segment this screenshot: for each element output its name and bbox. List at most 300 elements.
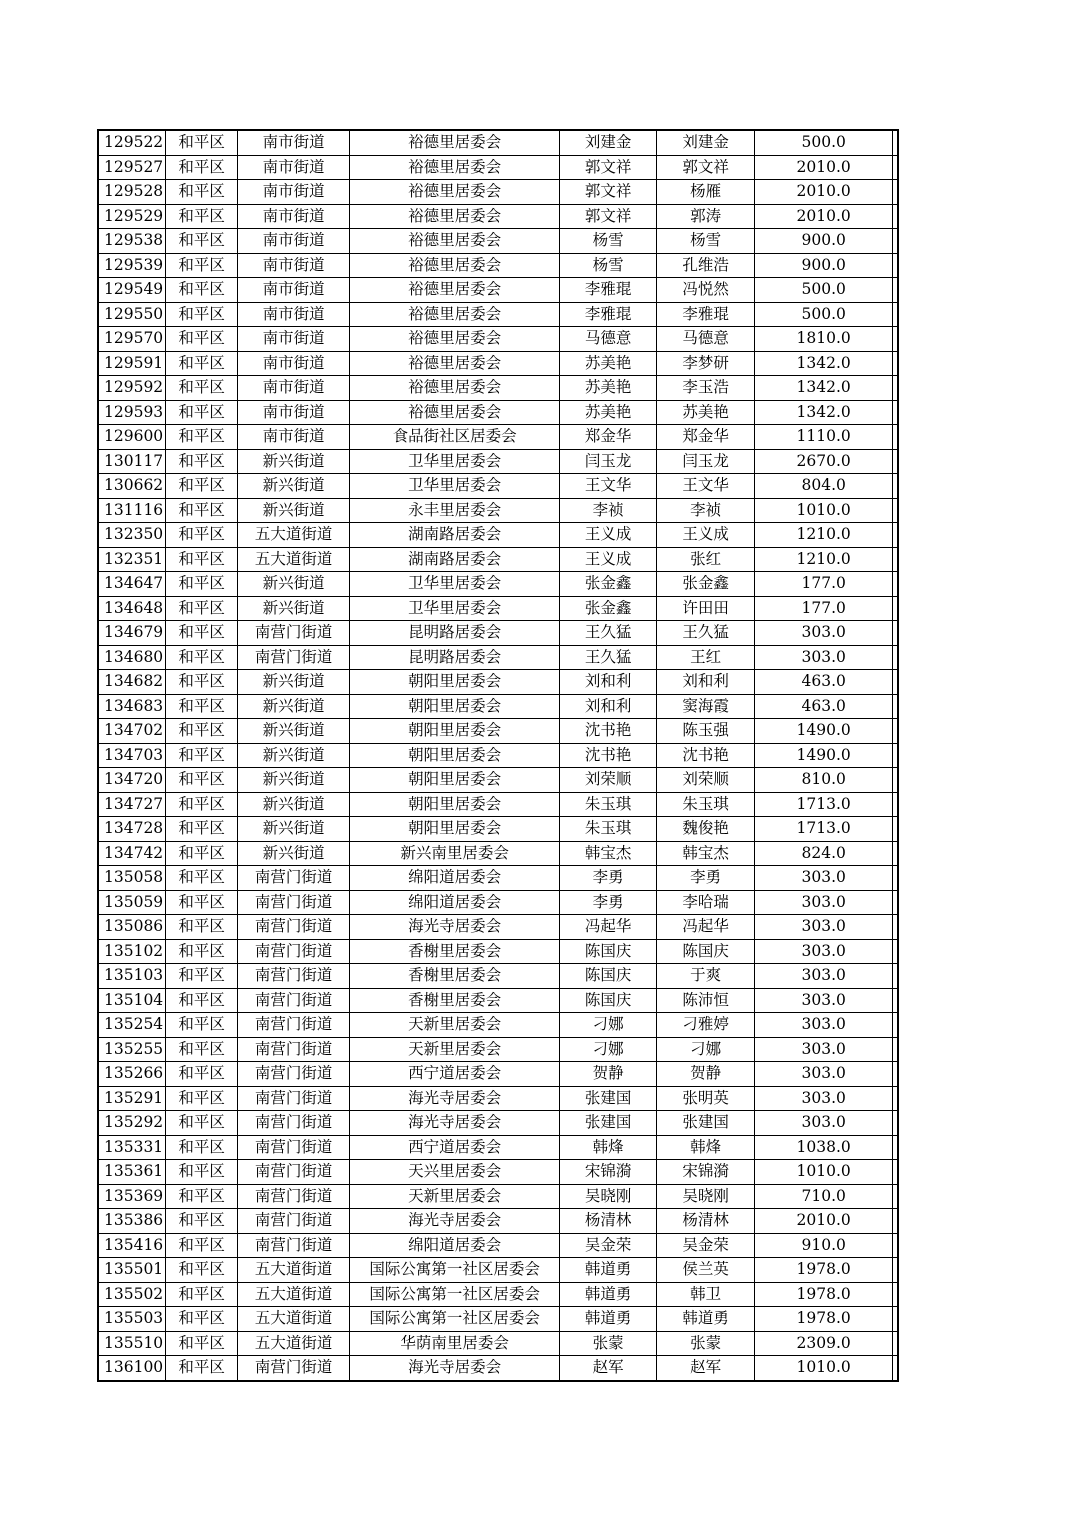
table-row xyxy=(98,988,898,1013)
table-row xyxy=(98,523,898,548)
street-cell: 南营门街道 xyxy=(238,1356,350,1381)
committee-cell: 湖南路居委会 xyxy=(350,523,560,548)
member-cell: 韩卫 xyxy=(657,1282,755,1307)
member-cell: 杨雁 xyxy=(657,180,755,205)
record-id-cell: 129527 xyxy=(98,155,166,180)
trailing-cell xyxy=(893,768,899,793)
street-cell: 南营门街道 xyxy=(238,915,350,940)
amount-cell: 177.0 xyxy=(755,596,893,621)
street-cell: 五大道街道 xyxy=(238,1282,350,1307)
district-cell: 和平区 xyxy=(166,621,238,646)
street-cell: 南营门街道 xyxy=(238,866,350,891)
member-cell: 马德意 xyxy=(657,327,755,352)
table-row xyxy=(98,425,898,450)
member-cell: 李梦研 xyxy=(657,351,755,376)
committee-cell: 新兴南里居委会 xyxy=(350,841,560,866)
householder-cell: 王久猛 xyxy=(560,645,657,670)
householder-cell: 王久猛 xyxy=(560,621,657,646)
committee-cell: 香榭里居委会 xyxy=(350,988,560,1013)
district-cell: 和平区 xyxy=(166,792,238,817)
record-id-cell: 135331 xyxy=(98,1135,166,1160)
record-id-cell: 130117 xyxy=(98,449,166,474)
trailing-cell xyxy=(893,1356,899,1381)
member-cell: 许田田 xyxy=(657,596,755,621)
amount-cell: 1210.0 xyxy=(755,547,893,572)
householder-cell: 冯起华 xyxy=(560,915,657,940)
amount-cell: 177.0 xyxy=(755,572,893,597)
district-cell: 和平区 xyxy=(166,694,238,719)
table-row xyxy=(98,1307,898,1332)
trailing-cell xyxy=(893,915,899,940)
committee-cell: 海光寺居委会 xyxy=(350,1209,560,1234)
table-row xyxy=(98,155,898,180)
record-id-cell: 129592 xyxy=(98,376,166,401)
amount-cell: 1978.0 xyxy=(755,1282,893,1307)
district-cell: 和平区 xyxy=(166,645,238,670)
member-cell: 韩道勇 xyxy=(657,1307,755,1332)
street-cell: 南市街道 xyxy=(238,253,350,278)
street-cell: 五大道街道 xyxy=(238,1307,350,1332)
record-id-cell: 135102 xyxy=(98,939,166,964)
householder-cell: 朱玉琪 xyxy=(560,792,657,817)
street-cell: 新兴街道 xyxy=(238,694,350,719)
householder-cell: 吴晓刚 xyxy=(560,1184,657,1209)
street-cell: 南营门街道 xyxy=(238,1013,350,1038)
table-row xyxy=(98,376,898,401)
committee-cell: 裕德里居委会 xyxy=(350,229,560,254)
record-id-cell: 135291 xyxy=(98,1086,166,1111)
amount-cell: 1978.0 xyxy=(755,1258,893,1283)
trailing-cell xyxy=(893,866,899,891)
district-cell: 和平区 xyxy=(166,351,238,376)
committee-cell: 朝阳里居委会 xyxy=(350,743,560,768)
member-cell: 杨清林 xyxy=(657,1209,755,1234)
table-row xyxy=(98,1184,898,1209)
record-id-cell: 135104 xyxy=(98,988,166,1013)
street-cell: 南市街道 xyxy=(238,425,350,450)
street-cell: 南市街道 xyxy=(238,130,350,155)
householder-cell: 陈国庆 xyxy=(560,939,657,964)
table-row xyxy=(98,719,898,744)
householder-cell: 李勇 xyxy=(560,866,657,891)
amount-cell: 463.0 xyxy=(755,670,893,695)
table-row xyxy=(98,351,898,376)
member-cell: 贺静 xyxy=(657,1062,755,1087)
district-cell: 和平区 xyxy=(166,596,238,621)
table-body xyxy=(98,130,898,1381)
committee-cell: 昆明路居委会 xyxy=(350,645,560,670)
record-id-cell: 135255 xyxy=(98,1037,166,1062)
record-id-cell: 135266 xyxy=(98,1062,166,1087)
record-id-cell: 134682 xyxy=(98,670,166,695)
table-row xyxy=(98,817,898,842)
householder-cell: 张金鑫 xyxy=(560,572,657,597)
trailing-cell xyxy=(893,1135,899,1160)
member-cell: 魏俊艳 xyxy=(657,817,755,842)
member-cell: 宋锦漪 xyxy=(657,1160,755,1185)
committee-cell: 西宁道居委会 xyxy=(350,1062,560,1087)
amount-cell: 1110.0 xyxy=(755,425,893,450)
street-cell: 南营门街道 xyxy=(238,1037,350,1062)
table-row xyxy=(98,1062,898,1087)
table-row xyxy=(98,1331,898,1356)
street-cell: 南营门街道 xyxy=(238,1086,350,1111)
amount-cell: 303.0 xyxy=(755,1062,893,1087)
district-cell: 和平区 xyxy=(166,1135,238,1160)
table-row xyxy=(98,253,898,278)
householder-cell: 闫玉龙 xyxy=(560,449,657,474)
record-id-cell: 134702 xyxy=(98,719,166,744)
committee-cell: 裕德里居委会 xyxy=(350,302,560,327)
street-cell: 五大道街道 xyxy=(238,547,350,572)
district-cell: 和平区 xyxy=(166,376,238,401)
record-id-cell: 136100 xyxy=(98,1356,166,1381)
amount-cell: 1010.0 xyxy=(755,498,893,523)
householder-cell: 韩烽 xyxy=(560,1135,657,1160)
trailing-cell xyxy=(893,1062,899,1087)
member-cell: 张建国 xyxy=(657,1111,755,1136)
committee-cell: 天新里居委会 xyxy=(350,1013,560,1038)
member-cell: 张明英 xyxy=(657,1086,755,1111)
amount-cell: 1342.0 xyxy=(755,376,893,401)
householder-cell: 郭文祥 xyxy=(560,204,657,229)
member-cell: 郭涛 xyxy=(657,204,755,229)
amount-cell: 500.0 xyxy=(755,302,893,327)
street-cell: 南营门街道 xyxy=(238,988,350,1013)
table-row xyxy=(98,204,898,229)
householder-cell: 刘荣顺 xyxy=(560,768,657,793)
householder-cell: 刁娜 xyxy=(560,1013,657,1038)
street-cell: 南市街道 xyxy=(238,180,350,205)
householder-cell: 苏美艳 xyxy=(560,376,657,401)
trailing-cell xyxy=(893,302,899,327)
trailing-cell xyxy=(893,1037,899,1062)
trailing-cell xyxy=(893,351,899,376)
record-id-cell: 135086 xyxy=(98,915,166,940)
trailing-cell xyxy=(893,474,899,499)
record-id-cell: 129539 xyxy=(98,253,166,278)
committee-cell: 裕德里居委会 xyxy=(350,400,560,425)
street-cell: 新兴街道 xyxy=(238,474,350,499)
member-cell: 孔维浩 xyxy=(657,253,755,278)
householder-cell: 宋锦漪 xyxy=(560,1160,657,1185)
amount-cell: 303.0 xyxy=(755,1013,893,1038)
amount-cell: 804.0 xyxy=(755,474,893,499)
amount-cell: 1038.0 xyxy=(755,1135,893,1160)
street-cell: 南营门街道 xyxy=(238,645,350,670)
record-id-cell: 134742 xyxy=(98,841,166,866)
member-cell: 王义成 xyxy=(657,523,755,548)
street-cell: 五大道街道 xyxy=(238,1331,350,1356)
table-row xyxy=(98,474,898,499)
householder-cell: 沈书艳 xyxy=(560,719,657,744)
committee-cell: 国际公寓第一社区居委会 xyxy=(350,1307,560,1332)
committee-cell: 朝阳里居委会 xyxy=(350,670,560,695)
member-cell: 闫玉龙 xyxy=(657,449,755,474)
table-row xyxy=(98,694,898,719)
householder-cell: 苏美艳 xyxy=(560,351,657,376)
district-cell: 和平区 xyxy=(166,278,238,303)
householder-cell: 郭文祥 xyxy=(560,155,657,180)
district-cell: 和平区 xyxy=(166,1184,238,1209)
trailing-cell xyxy=(893,547,899,572)
amount-cell: 1490.0 xyxy=(755,743,893,768)
trailing-cell xyxy=(893,155,899,180)
trailing-cell xyxy=(893,523,899,548)
amount-cell: 303.0 xyxy=(755,964,893,989)
amount-cell: 1713.0 xyxy=(755,792,893,817)
member-cell: 李祯 xyxy=(657,498,755,523)
amount-cell: 900.0 xyxy=(755,229,893,254)
committee-cell: 绵阳道居委会 xyxy=(350,866,560,891)
member-cell: 刘荣顺 xyxy=(657,768,755,793)
amount-cell: 1978.0 xyxy=(755,1307,893,1332)
committee-cell: 裕德里居委会 xyxy=(350,376,560,401)
committee-cell: 裕德里居委会 xyxy=(350,130,560,155)
record-id-cell: 135502 xyxy=(98,1282,166,1307)
district-cell: 和平区 xyxy=(166,449,238,474)
member-cell: 于爽 xyxy=(657,964,755,989)
street-cell: 南营门街道 xyxy=(238,1160,350,1185)
householder-cell: 李雅琨 xyxy=(560,278,657,303)
committee-cell: 香榭里居委会 xyxy=(350,939,560,964)
table-row xyxy=(98,939,898,964)
amount-cell: 1010.0 xyxy=(755,1160,893,1185)
table-row xyxy=(98,915,898,940)
record-id-cell: 135369 xyxy=(98,1184,166,1209)
trailing-cell xyxy=(893,1013,899,1038)
trailing-cell xyxy=(893,572,899,597)
district-cell: 和平区 xyxy=(166,327,238,352)
district-cell: 和平区 xyxy=(166,1013,238,1038)
amount-cell: 303.0 xyxy=(755,621,893,646)
amount-cell: 303.0 xyxy=(755,1086,893,1111)
committee-cell: 永丰里居委会 xyxy=(350,498,560,523)
district-cell: 和平区 xyxy=(166,425,238,450)
amount-cell: 1490.0 xyxy=(755,719,893,744)
trailing-cell xyxy=(893,229,899,254)
member-cell: 窦海霞 xyxy=(657,694,755,719)
trailing-cell xyxy=(893,1209,899,1234)
member-cell: 王文华 xyxy=(657,474,755,499)
householder-cell: 陈国庆 xyxy=(560,988,657,1013)
amount-cell: 463.0 xyxy=(755,694,893,719)
householder-cell: 韩道勇 xyxy=(560,1282,657,1307)
street-cell: 南营门街道 xyxy=(238,964,350,989)
committee-cell: 天新里居委会 xyxy=(350,1184,560,1209)
district-cell: 和平区 xyxy=(166,474,238,499)
householder-cell: 王义成 xyxy=(560,547,657,572)
committee-cell: 朝阳里居委会 xyxy=(350,768,560,793)
trailing-cell xyxy=(893,400,899,425)
committee-cell: 华荫南里居委会 xyxy=(350,1331,560,1356)
record-id-cell: 131116 xyxy=(98,498,166,523)
record-id-cell: 129600 xyxy=(98,425,166,450)
committee-cell: 昆明路居委会 xyxy=(350,621,560,646)
table-row xyxy=(98,1258,898,1283)
street-cell: 南市街道 xyxy=(238,302,350,327)
district-cell: 和平区 xyxy=(166,768,238,793)
street-cell: 新兴街道 xyxy=(238,670,350,695)
district-cell: 和平区 xyxy=(166,1062,238,1087)
record-id-cell: 134720 xyxy=(98,768,166,793)
committee-cell: 绵阳道居委会 xyxy=(350,890,560,915)
committee-cell: 绵阳道居委会 xyxy=(350,1233,560,1258)
trailing-cell xyxy=(893,1086,899,1111)
record-id-cell: 135386 xyxy=(98,1209,166,1234)
record-id-cell: 129528 xyxy=(98,180,166,205)
district-cell: 和平区 xyxy=(166,547,238,572)
amount-cell: 2010.0 xyxy=(755,155,893,180)
householder-cell: 贺静 xyxy=(560,1062,657,1087)
district-cell: 和平区 xyxy=(166,1111,238,1136)
record-id-cell: 132350 xyxy=(98,523,166,548)
table-row xyxy=(98,670,898,695)
committee-cell: 朝阳里居委会 xyxy=(350,694,560,719)
street-cell: 新兴街道 xyxy=(238,817,350,842)
trailing-cell xyxy=(893,743,899,768)
record-id-cell: 134703 xyxy=(98,743,166,768)
amount-cell: 900.0 xyxy=(755,253,893,278)
amount-cell: 1713.0 xyxy=(755,817,893,842)
trailing-cell xyxy=(893,204,899,229)
member-cell: 郭文祥 xyxy=(657,155,755,180)
member-cell: 苏美艳 xyxy=(657,400,755,425)
district-cell: 和平区 xyxy=(166,1356,238,1381)
record-id-cell: 129522 xyxy=(98,130,166,155)
record-id-cell: 134728 xyxy=(98,817,166,842)
committee-cell: 香榭里居委会 xyxy=(350,964,560,989)
member-cell: 韩宝杰 xyxy=(657,841,755,866)
member-cell: 张红 xyxy=(657,547,755,572)
record-id-cell: 135510 xyxy=(98,1331,166,1356)
member-cell: 王久猛 xyxy=(657,621,755,646)
street-cell: 五大道街道 xyxy=(238,1258,350,1283)
district-cell: 和平区 xyxy=(166,1282,238,1307)
street-cell: 南营门街道 xyxy=(238,1184,350,1209)
amount-cell: 303.0 xyxy=(755,645,893,670)
table-row xyxy=(98,180,898,205)
amount-cell: 2309.0 xyxy=(755,1331,893,1356)
member-cell: 冯悦然 xyxy=(657,278,755,303)
record-id-cell: 129529 xyxy=(98,204,166,229)
street-cell: 南营门街道 xyxy=(238,1233,350,1258)
district-cell: 和平区 xyxy=(166,400,238,425)
amount-cell: 303.0 xyxy=(755,1037,893,1062)
amount-cell: 500.0 xyxy=(755,278,893,303)
street-cell: 南市街道 xyxy=(238,400,350,425)
table-row xyxy=(98,890,898,915)
householder-cell: 张建国 xyxy=(560,1111,657,1136)
trailing-cell xyxy=(893,327,899,352)
member-cell: 韩烽 xyxy=(657,1135,755,1160)
householder-cell: 张蒙 xyxy=(560,1331,657,1356)
trailing-cell xyxy=(893,964,899,989)
street-cell: 南营门街道 xyxy=(238,1111,350,1136)
record-id-cell: 132351 xyxy=(98,547,166,572)
member-cell: 刁娜 xyxy=(657,1037,755,1062)
householder-cell: 杨清林 xyxy=(560,1209,657,1234)
street-cell: 南市街道 xyxy=(238,229,350,254)
member-cell: 陈玉强 xyxy=(657,719,755,744)
householder-cell: 韩道勇 xyxy=(560,1258,657,1283)
trailing-cell xyxy=(893,1184,899,1209)
district-cell: 和平区 xyxy=(166,180,238,205)
member-cell: 王红 xyxy=(657,645,755,670)
amount-cell: 1342.0 xyxy=(755,400,893,425)
committee-cell: 海光寺居委会 xyxy=(350,1356,560,1381)
street-cell: 南市街道 xyxy=(238,155,350,180)
district-cell: 和平区 xyxy=(166,1258,238,1283)
amount-cell: 303.0 xyxy=(755,988,893,1013)
street-cell: 南营门街道 xyxy=(238,1062,350,1087)
member-cell: 沈书艳 xyxy=(657,743,755,768)
trailing-cell xyxy=(893,596,899,621)
data-table xyxy=(97,129,899,1382)
record-id-cell: 134679 xyxy=(98,621,166,646)
record-id-cell: 135103 xyxy=(98,964,166,989)
member-cell: 陈国庆 xyxy=(657,939,755,964)
table-row xyxy=(98,964,898,989)
trailing-cell xyxy=(893,792,899,817)
table-row xyxy=(98,621,898,646)
trailing-cell xyxy=(893,253,899,278)
member-cell: 李哈瑞 xyxy=(657,890,755,915)
record-id-cell: 135254 xyxy=(98,1013,166,1038)
trailing-cell xyxy=(893,180,899,205)
committee-cell: 湖南路居委会 xyxy=(350,547,560,572)
street-cell: 新兴街道 xyxy=(238,596,350,621)
amount-cell: 2010.0 xyxy=(755,180,893,205)
district-cell: 和平区 xyxy=(166,841,238,866)
district-cell: 和平区 xyxy=(166,1160,238,1185)
trailing-cell xyxy=(893,670,899,695)
amount-cell: 824.0 xyxy=(755,841,893,866)
record-id-cell: 135416 xyxy=(98,1233,166,1258)
district-cell: 和平区 xyxy=(166,939,238,964)
record-id-cell: 129549 xyxy=(98,278,166,303)
district-cell: 和平区 xyxy=(166,866,238,891)
committee-cell: 裕德里居委会 xyxy=(350,155,560,180)
record-id-cell: 135059 xyxy=(98,890,166,915)
street-cell: 南市街道 xyxy=(238,327,350,352)
member-cell: 李雅琨 xyxy=(657,302,755,327)
record-id-cell: 134647 xyxy=(98,572,166,597)
committee-cell: 裕德里居委会 xyxy=(350,253,560,278)
street-cell: 南市街道 xyxy=(238,204,350,229)
table-row xyxy=(98,768,898,793)
trailing-cell xyxy=(893,1111,899,1136)
committee-cell: 裕德里居委会 xyxy=(350,278,560,303)
committee-cell: 天兴里居委会 xyxy=(350,1160,560,1185)
trailing-cell xyxy=(893,1160,899,1185)
district-cell: 和平区 xyxy=(166,204,238,229)
record-id-cell: 129570 xyxy=(98,327,166,352)
trailing-cell xyxy=(893,939,899,964)
amount-cell: 710.0 xyxy=(755,1184,893,1209)
committee-cell: 裕德里居委会 xyxy=(350,327,560,352)
street-cell: 新兴街道 xyxy=(238,792,350,817)
district-cell: 和平区 xyxy=(166,253,238,278)
member-cell: 杨雪 xyxy=(657,229,755,254)
householder-cell: 苏美艳 xyxy=(560,400,657,425)
amount-cell: 303.0 xyxy=(755,890,893,915)
table-row xyxy=(98,1160,898,1185)
committee-cell: 卫华里居委会 xyxy=(350,449,560,474)
householder-cell: 沈书艳 xyxy=(560,743,657,768)
street-cell: 新兴街道 xyxy=(238,768,350,793)
householder-cell: 韩宝杰 xyxy=(560,841,657,866)
